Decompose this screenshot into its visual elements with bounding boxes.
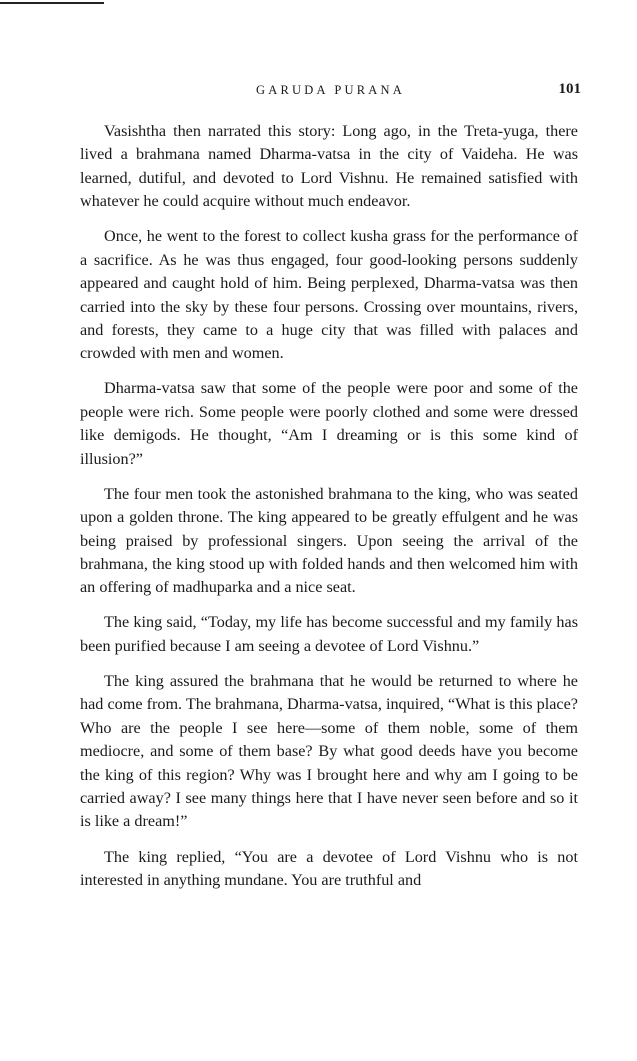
running-head	[80, 80, 581, 104]
paragraph-3: Dharma-vatsa saw that some of the people were poor and some of the people were rich. Some people were poorly clothed and some were dressed like demigods. He thought, “Am I dreaming or is this some kind of illusion?”	[80, 379, 578, 468]
running-title: GARUDA PURANA	[256, 83, 405, 97]
paragraph-1: Vasishtha then narrated this story: Long ago, in the Treta-yuga, there lived a brahmana named Dharma-vatsa in the city of Vaideha. He was learned, dutiful, and devoted to Lord Vishnu. He remained satisfied with whatever he could acquire without much endeavor.	[80, 122, 578, 211]
paragraph-2: Once, he went to the forest to collect kusha grass for the performance of a sacrifice. As he was thus engaged, four good-looking persons suddenly appeared and caught hold of him. Being perplexed, Dharma-vatsa was then carried into the sky by these four persons. Crossing over mountains, rivers, and forests, they came to a huge city that was filled with palaces and crowded with men and women.	[80, 227, 578, 363]
top-rule-line	[0, 2, 104, 4]
page-number: 101	[558, 81, 581, 97]
paragraph-7: The king replied, “You are a devotee of Lord Vishnu who is not interested in anything mundane. You are truthful and	[80, 847, 578, 889]
paragraph-4: The four men took the astonished brahmana to the king, who was seated upon a golden throne. The king appeared to be greatly effulgent and he was being praised by professional singers. Upon seeing the arrival of the brahmana, the king stood up with folded hands and then welcomed him with an offering of madhuparka and a nice seat.	[80, 484, 578, 597]
body-text	[80, 120, 578, 904]
paragraph-5: The king said, “Today, my life has become successful and my family has been purified because I am seeing a devotee of Lord Vishnu.”	[80, 613, 578, 655]
paragraph-6: The king assured the brahmana that he would be returned to where he had come from. The brahmana, Dharma-vatsa, inquired, “What is this place? Who are the people I see here—some of them noble, some of them mediocre, and some of them base? By what good deeds have you become the king of this region? Why was I brought here and why am I going to be carried away? I see many things here that I have never seen before and so it is like a dream!”	[80, 671, 578, 831]
